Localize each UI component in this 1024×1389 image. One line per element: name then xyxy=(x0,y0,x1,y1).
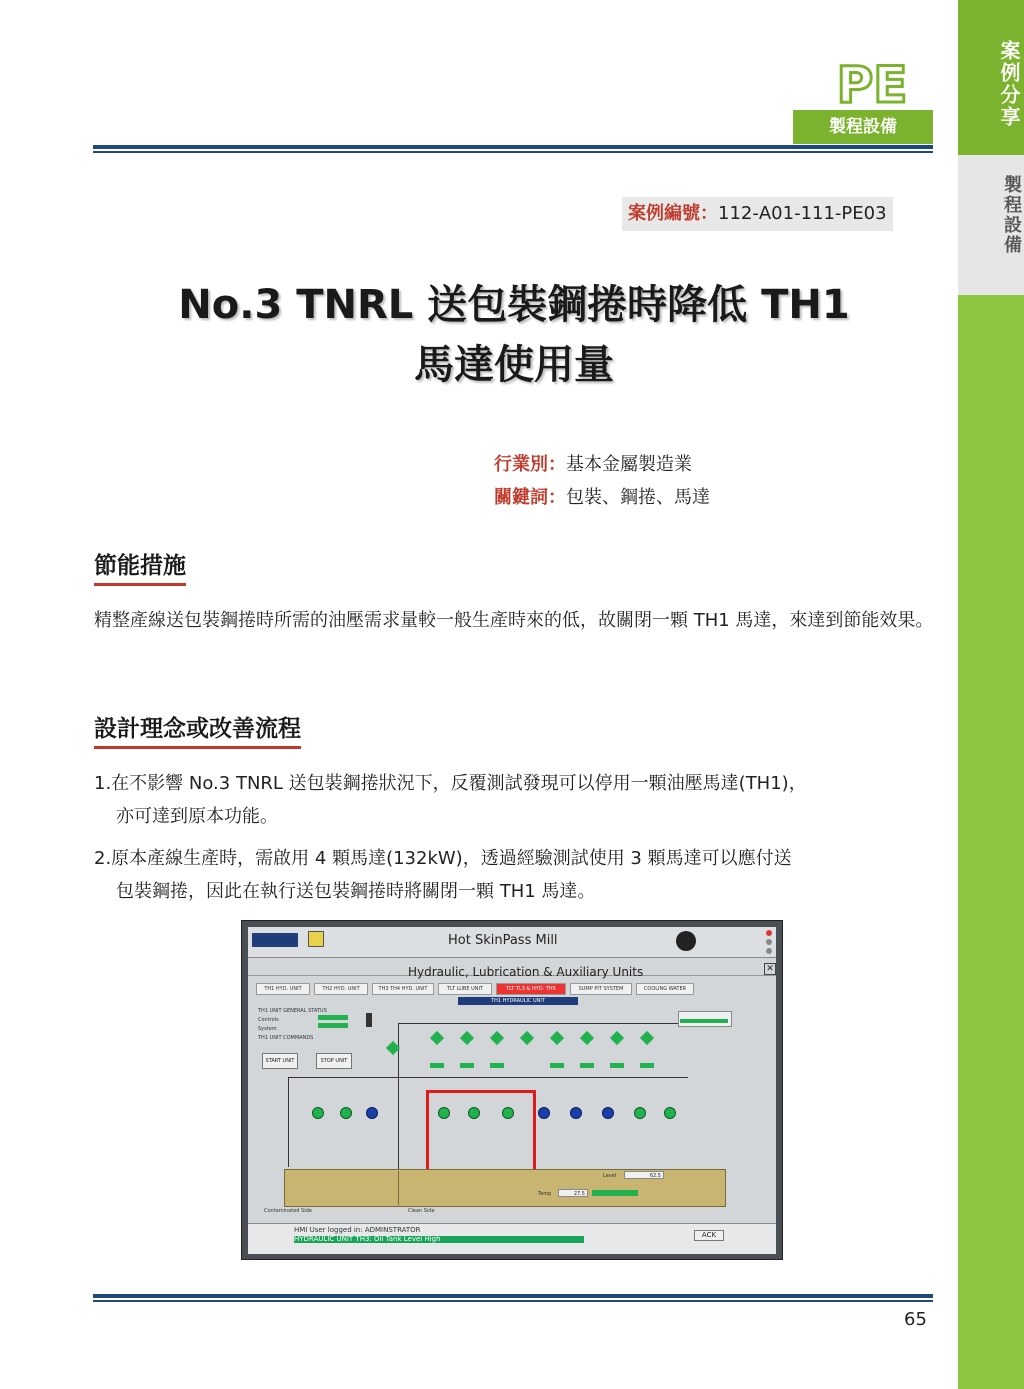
page-number: 65 xyxy=(904,1309,927,1330)
motor-icon xyxy=(538,1107,550,1119)
level-value: 62.5 xyxy=(624,1171,664,1179)
motor-icon xyxy=(366,1107,378,1119)
case-number xyxy=(622,197,893,231)
pressure-line xyxy=(398,1023,688,1024)
hmi-status-bar xyxy=(248,1223,776,1254)
valve-status xyxy=(430,1063,444,1068)
filter-icon xyxy=(610,1031,624,1045)
tab-sump-pit[interactable]: SUMP PIT SYSTEM xyxy=(570,983,632,995)
controls-label: Controls xyxy=(258,1017,279,1023)
motor-icon xyxy=(664,1107,676,1119)
list-item xyxy=(94,767,934,833)
sidebar-category-label: 製程設備 xyxy=(1001,175,1022,255)
hmi-topbar xyxy=(248,927,776,958)
filter-icon xyxy=(550,1031,564,1045)
tank-right-label: Clean Side xyxy=(408,1208,435,1214)
case-number-label: 案例編號： xyxy=(628,203,718,224)
tank-divider xyxy=(398,1171,399,1205)
temp-value: 27.5 xyxy=(558,1189,588,1197)
system-label: System xyxy=(258,1026,277,1032)
status-light-icon xyxy=(766,939,772,945)
footer-rule xyxy=(93,1294,933,1298)
valve-status xyxy=(610,1063,624,1068)
industry-row xyxy=(494,450,692,476)
industry-label: 行業別： xyxy=(494,454,566,475)
pipe xyxy=(288,1077,289,1167)
motor-icon xyxy=(570,1107,582,1119)
tab-th3-th4[interactable]: TH3 TH4 HYD. UNIT xyxy=(372,983,434,995)
header-rule xyxy=(93,145,933,149)
motor-icon xyxy=(634,1107,646,1119)
filter-icon xyxy=(430,1031,444,1045)
valve-status xyxy=(460,1063,474,1068)
tab-th2[interactable]: TH2 HYD. UNIT xyxy=(314,983,368,995)
list-item-line: 亦可達到原本功能。 xyxy=(116,806,278,827)
temp-label: Temp xyxy=(538,1191,552,1197)
return-line xyxy=(288,1077,688,1078)
highlight-box xyxy=(426,1090,536,1173)
status-heading: TH1 UNIT GENERAL STATUS xyxy=(258,1008,327,1014)
motor-icon xyxy=(340,1107,352,1119)
filter-icon xyxy=(490,1031,504,1045)
motor-icon xyxy=(312,1107,324,1119)
title-line-2: 馬達使用量 xyxy=(414,342,614,388)
filter-icon xyxy=(520,1031,534,1045)
list-item-line: 1.在不影響 No.3 TNRL 送包裝鋼捲狀況下，反覆測試發現可以停用一顆油壓馬達(TH1)， xyxy=(94,773,807,794)
temp-bar xyxy=(592,1190,638,1196)
tab-th1[interactable]: TH1 HYD. UNIT xyxy=(256,983,310,995)
sidebar-section-label: 案例分享 xyxy=(997,40,1021,128)
tab-lube[interactable]: TLT LUBE UNIT xyxy=(438,983,492,995)
commands-heading: TH1 UNIT COMMANDS xyxy=(258,1035,314,1041)
industry-value: 基本金屬製造業 xyxy=(566,454,692,475)
valve-status xyxy=(490,1063,504,1068)
list-item-line: 包裝鋼捲，因此在執行送包裝鋼捲時將關閉一顆 TH1 馬達。 xyxy=(116,881,596,902)
status-row-alarm: HYDRAULIC UNIT TH3: Oil Tank Level High xyxy=(294,1236,584,1243)
valve-status xyxy=(640,1063,654,1068)
section-body-measures: 精整產線送包裝鋼捲時所需的油壓需求量較一般生產時來的低，故關閉一顆 TH1 馬達，來達到節能效果。 xyxy=(94,610,934,631)
level-label: Level xyxy=(603,1173,617,1179)
header-rule-thin xyxy=(93,151,933,153)
hmi-frame xyxy=(248,927,776,1253)
section-heading-measures: 節能措施 xyxy=(94,547,186,586)
section-heading-design: 設計理念或改善流程 xyxy=(94,710,301,749)
ack-button[interactable]: ACK xyxy=(694,1230,724,1241)
filter-icon xyxy=(460,1031,474,1045)
list-item xyxy=(94,842,934,908)
general-status-panel xyxy=(258,1007,327,1043)
hmi-app-title: Hot SkinPass Mill xyxy=(448,933,558,948)
hmi-subtitle: Hydraulic, Lubrication & Auxiliary Units xyxy=(408,965,644,979)
pe-logo xyxy=(812,58,932,110)
danieli-logo xyxy=(252,933,298,947)
hmi-screenshot xyxy=(241,920,783,1260)
tab-tl3-th5[interactable]: TLT TL3 & HYD. TH5 xyxy=(496,983,566,995)
motor-icon xyxy=(602,1107,614,1119)
pe-logo-text: PE xyxy=(836,58,908,110)
traffic-light-icon xyxy=(366,1013,372,1027)
alarm-light-icon xyxy=(766,930,772,936)
tab-cooling-water[interactable]: COOLING WATER xyxy=(636,983,694,995)
category-tag: 製程設備 xyxy=(793,110,933,144)
safety-door-icon xyxy=(308,931,324,947)
stop-unit-button[interactable]: STOP UNIT xyxy=(316,1053,352,1069)
page-title xyxy=(95,275,933,395)
system-status xyxy=(318,1023,348,1028)
start-unit-button[interactable]: START UNIT xyxy=(262,1053,298,1069)
company-logo-icon xyxy=(676,931,696,951)
filter-icon xyxy=(580,1031,594,1045)
valve-status xyxy=(550,1063,564,1068)
case-number-value: 112-A01-111-PE03 xyxy=(718,203,887,224)
controls-status xyxy=(318,1015,348,1020)
filter-icon xyxy=(640,1031,654,1045)
keywords-value: 包裝、鋼捲、馬達 xyxy=(566,487,710,508)
status-row: HMI User logged in: ADMINSTRATOR xyxy=(294,1226,421,1234)
tank-left-label: Contaminated Side xyxy=(264,1208,312,1214)
title-line-1: No.3 TNRL 送包裝鋼捲時降低 TH1 xyxy=(178,282,850,328)
footer-rule-thin xyxy=(93,1300,933,1302)
keywords-row xyxy=(494,483,710,509)
status-light-icon xyxy=(766,948,772,954)
pressure-bar xyxy=(680,1019,728,1023)
list-item-line: 2.原本產線生產時，需啟用 4 顆馬達(132kW)，透過經驗測試使用 3 顆馬達可以應付送 xyxy=(94,848,792,869)
close-icon[interactable]: ✕ xyxy=(764,963,776,975)
keywords-label: 關鍵詞： xyxy=(494,487,566,508)
panel-title: TH1 HYDRAULIC UNIT xyxy=(458,997,578,1005)
valve-status xyxy=(580,1063,594,1068)
